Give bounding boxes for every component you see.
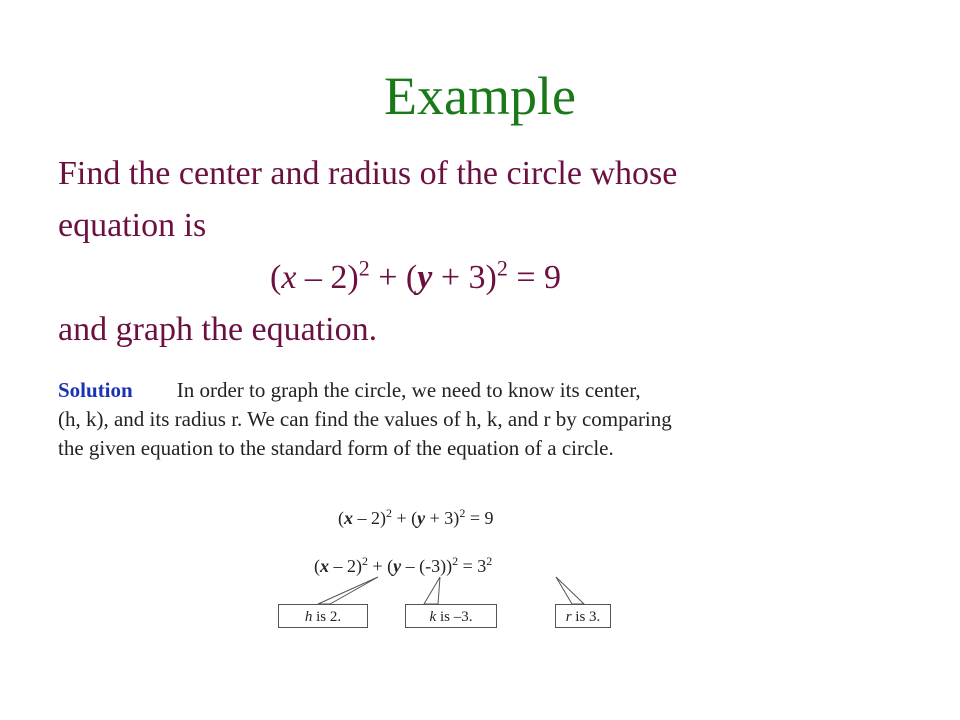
eq-part: + 3) bbox=[432, 259, 497, 296]
eq-part: ( bbox=[270, 259, 282, 296]
eq-part: – 2) bbox=[296, 259, 359, 296]
eq-part: + 3) bbox=[425, 508, 460, 528]
solution-paragraph bbox=[58, 376, 918, 463]
solution-line-3: the given equation to the standard form of the equation of a circle. bbox=[58, 436, 614, 460]
eq-part: – 2) bbox=[353, 508, 386, 528]
callout-text: is 2. bbox=[312, 609, 342, 625]
eq-exponent: 2 bbox=[486, 554, 493, 568]
callout-pointer-k bbox=[424, 577, 440, 604]
problem-line-4: and graph the equation. bbox=[58, 311, 378, 348]
callout-var: h bbox=[304, 609, 313, 625]
eq-var-x: x bbox=[344, 508, 353, 528]
eq-part: = 9 bbox=[507, 259, 562, 296]
eq-var-y: y bbox=[393, 556, 402, 576]
callout-text: is –3. bbox=[436, 609, 473, 625]
problem-equation bbox=[58, 252, 918, 304]
eq-var-y: y bbox=[417, 508, 426, 528]
eq-part: – (-3)) bbox=[401, 556, 453, 576]
callout-pointer-r bbox=[556, 577, 584, 604]
eq-part: ( bbox=[338, 508, 344, 528]
problem-line-2: equation is bbox=[58, 207, 207, 244]
equation-given bbox=[338, 508, 493, 529]
eq-exponent: 2 bbox=[459, 506, 466, 520]
callout-var: r bbox=[565, 609, 572, 625]
solution-line-2: (h, k), and its radius r. We can find the values of h, k, and r by comparing bbox=[58, 407, 672, 431]
eq-exponent: 2 bbox=[362, 554, 368, 568]
callout-text: is 3. bbox=[571, 609, 601, 625]
callout-r bbox=[555, 604, 611, 628]
callout-h bbox=[278, 604, 368, 628]
eq-part: – 2) bbox=[329, 556, 362, 576]
callout-k bbox=[405, 604, 497, 628]
eq-exponent: 2 bbox=[496, 255, 508, 281]
callout-pointer-h bbox=[318, 577, 378, 604]
solution-label: Solution bbox=[58, 378, 133, 402]
eq-var-x: x bbox=[320, 556, 329, 576]
eq-exponent: 2 bbox=[358, 255, 370, 281]
eq-part: ( bbox=[314, 556, 320, 576]
eq-part: + ( bbox=[368, 556, 394, 576]
slide-title: Example bbox=[384, 66, 576, 126]
eq-var-x: x bbox=[281, 259, 297, 296]
eq-exponent: 2 bbox=[452, 554, 459, 568]
solution-line-1: In order to graph the circle, we need to know its center, bbox=[176, 378, 641, 402]
eq-part: = 3 bbox=[458, 556, 487, 576]
eq-part: = 9 bbox=[465, 508, 494, 528]
eq-part: + ( bbox=[369, 259, 418, 296]
eq-part: + ( bbox=[392, 508, 418, 528]
eq-exponent: 2 bbox=[386, 506, 392, 520]
problem-statement bbox=[58, 148, 918, 356]
problem-line-1: Find the center and radius of the circle whose bbox=[58, 155, 678, 192]
equation-standard-form bbox=[314, 556, 492, 577]
eq-var-y: y bbox=[417, 259, 433, 296]
callout-var: k bbox=[429, 609, 437, 625]
